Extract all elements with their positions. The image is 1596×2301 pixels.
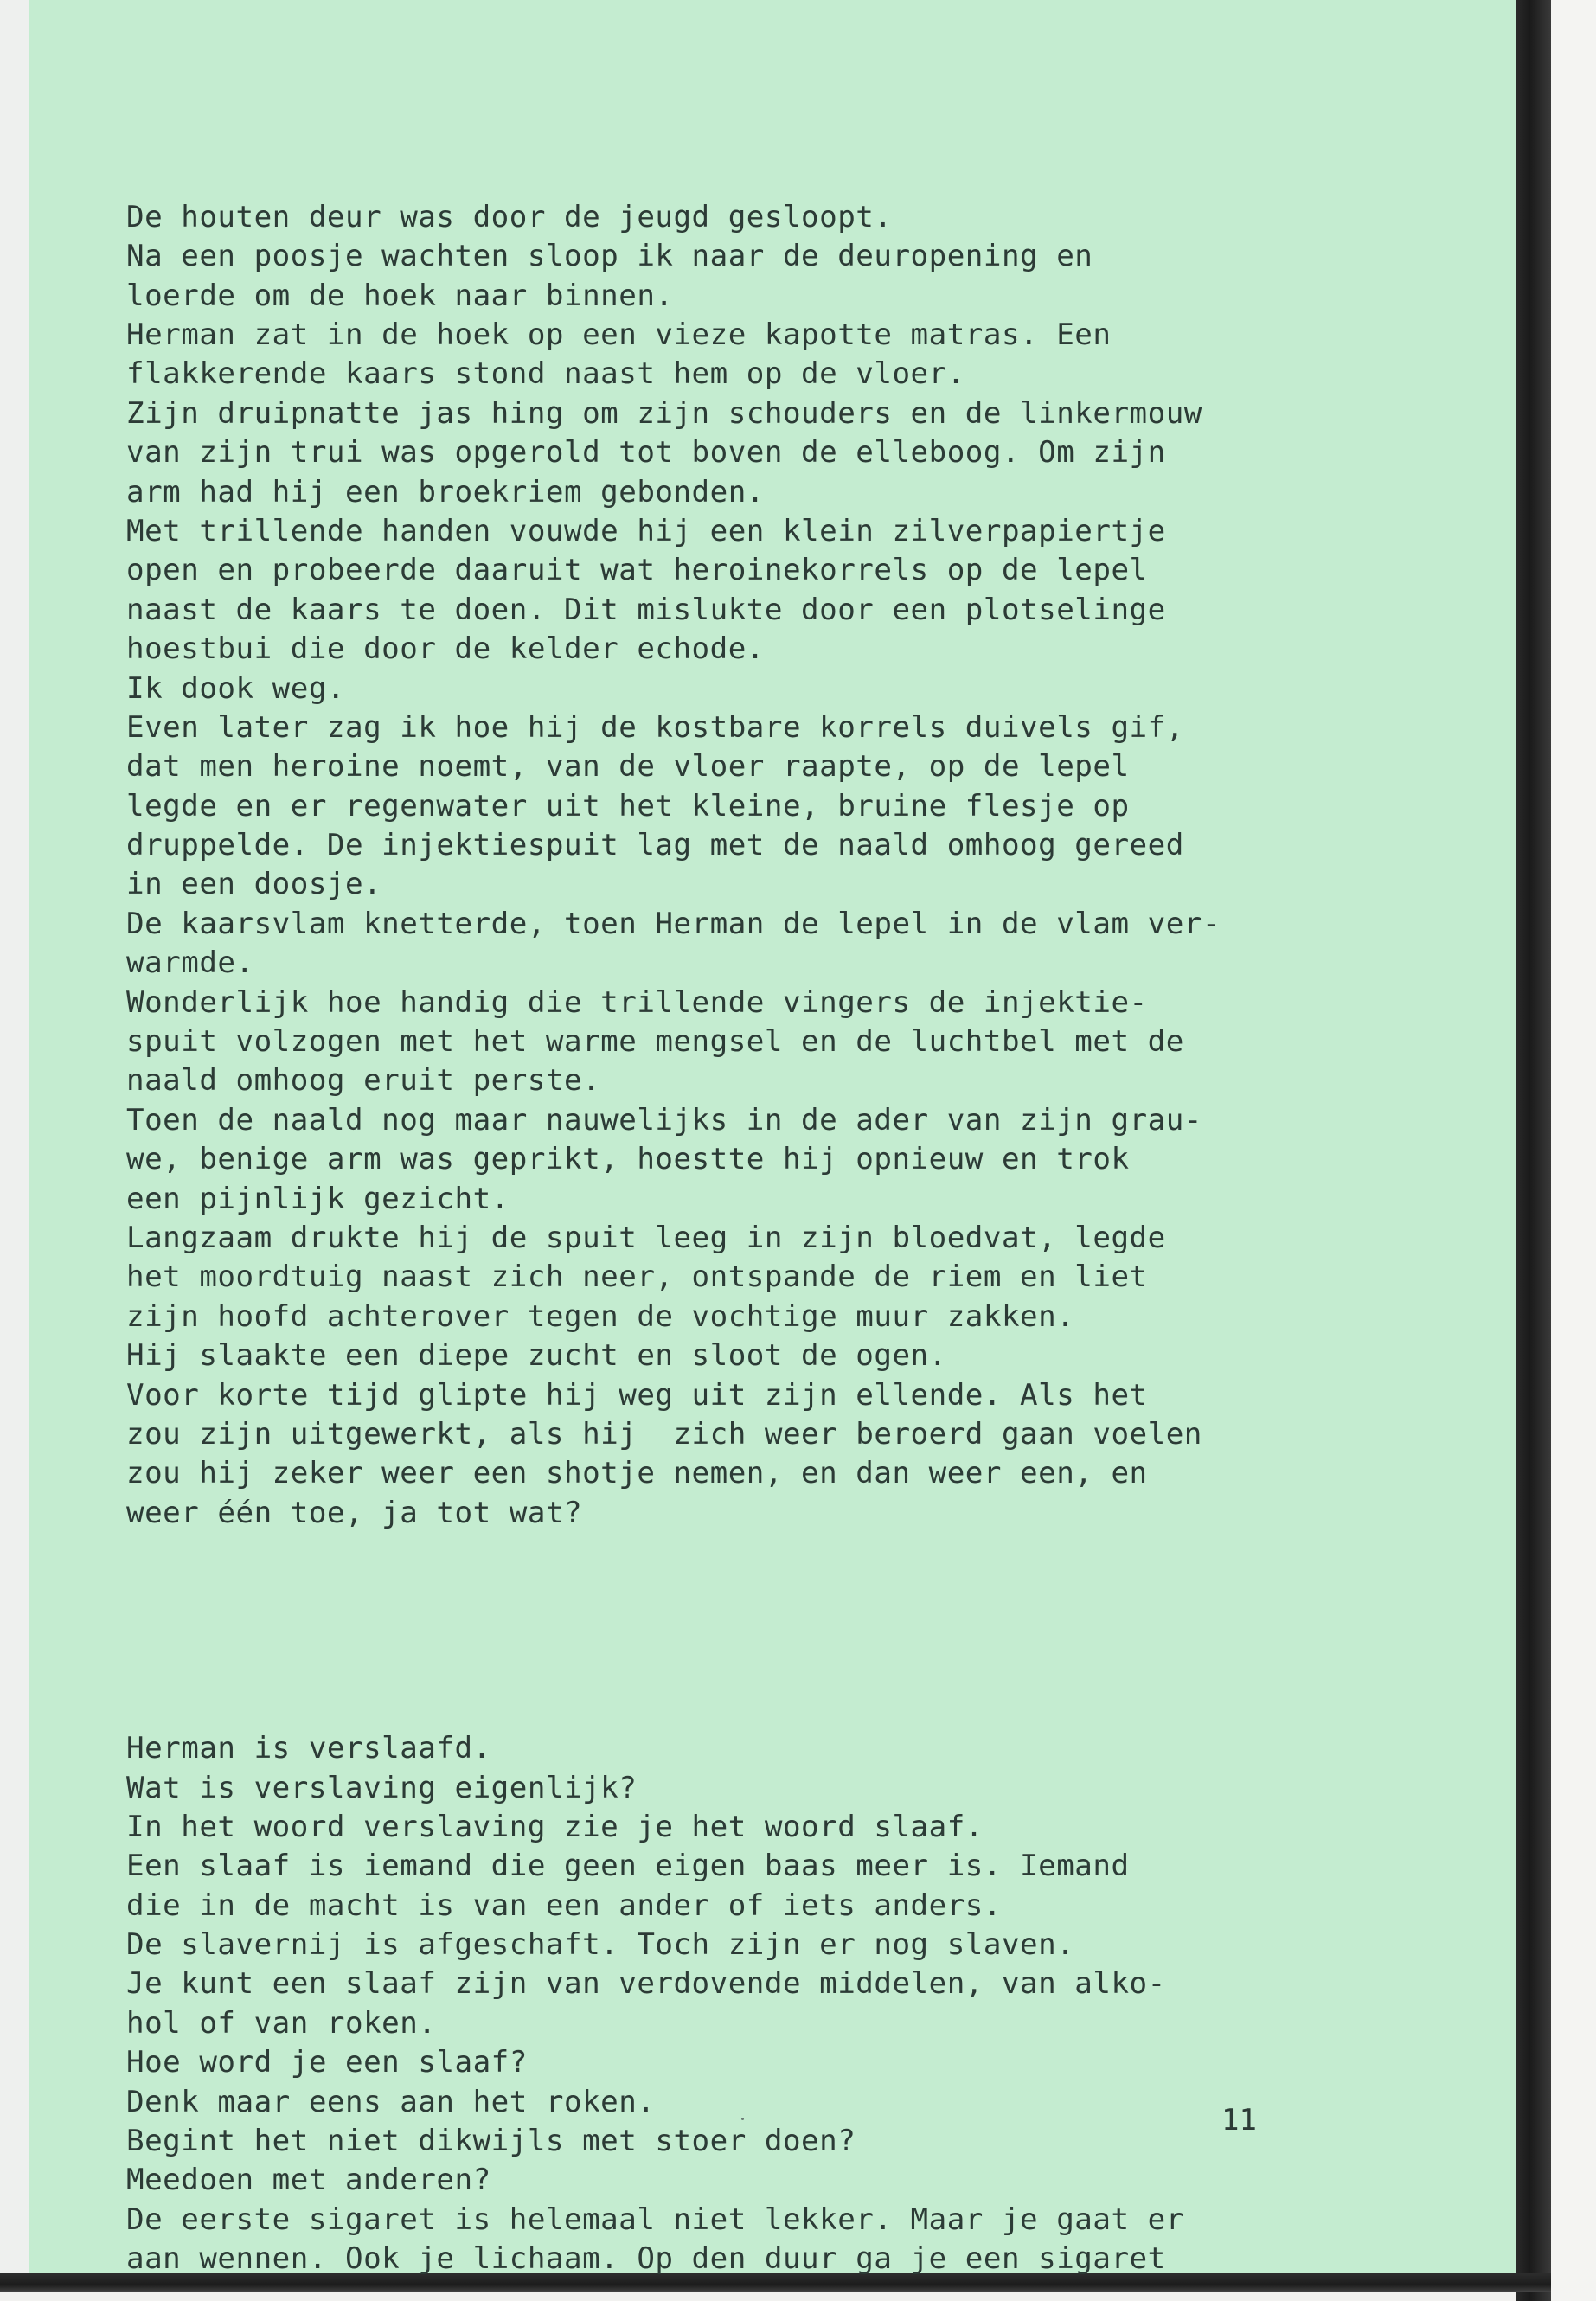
text-line: zou zijn uitgewerkt, als hij zich weer beroerd gaan voelen — [126, 1416, 1202, 1452]
text-line: Hoe word je een slaaf? — [126, 2045, 528, 2080]
text-line: Herman zat in de hoek op een vieze kapotte matras. Een — [126, 317, 1112, 352]
text-line: arm had hij een broekriem gebonden. — [126, 474, 765, 510]
text-line: Voor korte tijd glipte hij weg uit zijn ellende. Als het — [126, 1377, 1148, 1413]
text-line: zou hij zeker weer een shotje nemen, en dan weer een, en — [126, 1456, 1148, 1491]
text-line: Toen de naald nog maar nauwelijks in de ader van zijn grau- — [126, 1102, 1202, 1138]
text-line: van zijn trui was opgerold tot boven de elleboog. Om zijn — [126, 435, 1166, 471]
text-line: open en probeerde daaruit wat heroinekorrels op de lepel — [126, 553, 1148, 588]
text-line: zijn hoofd achterover tegen de vochtige muur zakken. — [126, 1298, 1075, 1334]
text-line: De kaarsvlam knetterde, toen Herman de lepel in de vlam ver- — [126, 906, 1221, 941]
text-line: naald omhoog eruit perste. — [126, 1063, 601, 1099]
text-line: warmde. — [126, 945, 254, 981]
text-line: spuit volzogen met het warme mengsel en de luchtbel met de — [126, 1024, 1184, 1060]
scan-right-margin — [1551, 0, 1596, 2301]
paper-speck — [741, 2118, 744, 2120]
page-number: 11 — [1221, 2103, 1257, 2138]
text-line: het moordtuig naast zich neer, ontspande de riem en liet — [126, 1259, 1148, 1295]
scan-left-margin — [0, 0, 29, 2273]
explanation-paragraph — [126, 1729, 1493, 2279]
text-line: Denk maar eens aan het roken. — [126, 2084, 656, 2119]
text-line: dat men heroine noemt, van de vloer raapte, op de lepel — [126, 749, 1130, 785]
text-line: loerde om de hoek naar binnen. — [126, 278, 674, 313]
text-line: die in de macht is van een ander of iets anders. — [126, 1888, 1002, 1923]
text-line: Wat is verslaving eigenlijk? — [126, 1770, 638, 1805]
text-line: hoestbui die door de kelder echode. — [126, 631, 765, 667]
text-line: Even later zag ik hoe hij de kostbare korrels duivels gif, — [126, 709, 1184, 745]
text-line: Je kunt een slaaf zijn van verdovende middelen, van alko- — [126, 1966, 1166, 2002]
text-line: Meedoen met anderen? — [126, 2163, 491, 2198]
text-line: Hij slaakte een diepe zucht en sloot de ogen. — [126, 1338, 947, 1374]
text-line: Wonderlijk hoe handig die trillende vingers de injektie- — [126, 984, 1148, 1020]
text-line: naast de kaars te doen. Dit mislukte door een plotselinge — [126, 592, 1166, 627]
text-line: Langzaam drukte hij de spuit leeg in zijn bloedvat, legde — [126, 1220, 1166, 1255]
text-line: Begint het niet dikwijls met stoer doen? — [126, 2124, 856, 2159]
text-line: Een slaaf is iemand die geen eigen baas meer is. Iemand — [126, 1849, 1130, 1884]
text-line: weer één toe, ja tot wat? — [126, 1495, 583, 1530]
text-line: hol of van roken. — [126, 2005, 437, 2041]
body-text — [126, 119, 1493, 2301]
text-line: Met trillende handen vouwde hij een klein zilverpapiertje — [126, 513, 1166, 548]
text-line: Herman is verslaafd. — [126, 1731, 491, 1766]
text-line: flakkerende kaars stond naast hem op de vloer. — [126, 356, 965, 392]
text-line: Na een poosje wachten sloop ik naar de deuropening en — [126, 239, 1093, 274]
text-line: een pijnlijk gezicht. — [126, 1181, 510, 1216]
text-line: aan wennen. Ook je lichaam. Op den duur ga je een sigaret — [126, 2241, 1166, 2277]
text-line: in een doosje. — [126, 867, 382, 902]
text-line: De slavernij is afgeschaft. Toch zijn er nog slaven. — [126, 1927, 1075, 1963]
text-line: Zijn druipnatte jas hing om zijn schouders en de linkermouw — [126, 395, 1202, 431]
story-paragraph — [126, 198, 1493, 1533]
text-line: De houten deur was door de jeugd gesloopt. — [126, 199, 893, 234]
scan-right-shadow-edge — [1516, 0, 1551, 2301]
text-line: we, benige arm was geprikt, hoestte hij opnieuw en trok — [126, 1142, 1130, 1177]
text-line: In het woord verslaving zie je het woord slaaf. — [126, 1809, 984, 1844]
text-line: Ik dook weg. — [126, 670, 345, 706]
text-line: De eerste sigaret is helemaal niet lekker. Maar je gaat er — [126, 2202, 1184, 2237]
text-line: legde en er regenwater uit het kleine, bruine flesje op — [126, 788, 1130, 824]
text-line: druppelde. De injektiespuit lag met de naald omhoog gereed — [126, 828, 1184, 863]
paragraph-gap — [126, 1612, 1493, 1650]
